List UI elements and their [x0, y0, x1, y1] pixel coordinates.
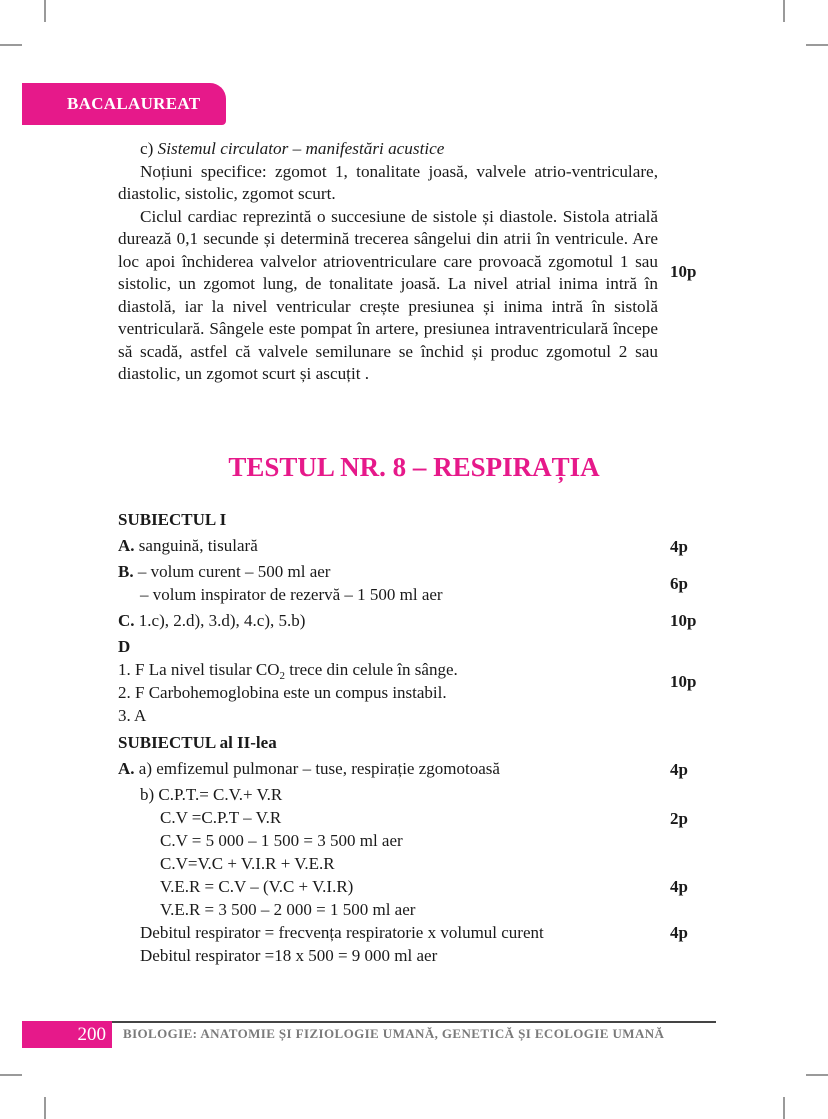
answer-2A-a: A. a) emfizemul pulmonar – tuse, respirație zgomotoasă — [118, 759, 500, 778]
score-2A-b3: 4p — [670, 923, 688, 942]
answer-C: C. 1.c), 2.d), 3.d), 4.c), 5.b) — [118, 611, 306, 630]
page-number: 200 — [22, 1021, 112, 1048]
test-title: TESTUL NR. 8 – RESPIRAȚIA — [228, 452, 600, 482]
score-A: 4p — [670, 537, 688, 556]
answer-D-item3: 3. A — [118, 706, 147, 725]
formula-line: C.V=V.C + V.I.R + V.E.R — [160, 854, 335, 873]
book-title: BIOLOGIE: ANATOMIE ȘI FIZIOLOGIE UMANĂ, GENETICĂ ȘI ECOLOGIE UMANĂ — [123, 1026, 665, 1041]
crop-mark — [44, 0, 46, 22]
subiectul-2-heading: SUBIECTUL al II-lea — [118, 733, 277, 752]
formula-line: Debitul respirator =18 x 500 = 9 000 ml aer — [140, 946, 438, 965]
heading-italic: Sistemul circulator – manifestări acustice — [157, 139, 445, 158]
formula-line: b) C.P.T.= C.V.+ V.R — [140, 785, 283, 804]
score-2A-b2: 4p — [670, 877, 688, 896]
score-2A-b1: 2p — [670, 809, 688, 828]
formula-line: C.V = 5 000 – 1 500 = 3 500 ml aer — [160, 831, 403, 850]
formula-line: C.V =C.P.T – V.R — [160, 808, 282, 827]
formula-line: V.E.R = 3 500 – 2 000 = 1 500 ml aer — [160, 900, 416, 919]
answer-D-label: D — [118, 637, 131, 656]
answer-D-item1: 1. F La nivel tisular $CO_2$ trece din celule în sânge. — [118, 660, 458, 682]
crop-mark — [44, 1097, 46, 1119]
footer-rule — [112, 1021, 716, 1023]
notions-paragraph: Noțiuni specifice: zgomot 1, tonalitate joasă, valvele atrio-ventriculare, diastolic, sistolic, zgomot scurt. — [118, 161, 658, 203]
score-C: 10p — [670, 611, 697, 630]
score-D: 10p — [670, 672, 697, 691]
crop-mark — [783, 1097, 785, 1119]
banner-label: BACALAUREAT — [67, 94, 201, 113]
crop-mark — [783, 0, 785, 22]
score-B: 6p — [670, 574, 688, 593]
header-banner — [22, 83, 226, 125]
crop-mark — [806, 44, 828, 46]
score-section-c: 10p — [670, 262, 697, 281]
crop-mark — [0, 44, 22, 46]
section-c — [118, 138, 658, 386]
cardiac-cycle-paragraph: Ciclul cardiac reprezintă o succesiune de sistole și diastole. Sistola atrială durează 0,1 secunde și determină trecerea sângelui din atrii în ventricule. Are loc apoi închiderea valvelor atrioventriculare care provoacă zgomotul 1 sau sistolic, un zgomot lung, de tonalitate joasă. La nivel atrial inima intră în diastolă, iar la nivel ventricular crește presiunea și inima intră în sistolă ventriculară. Sângele este pompat în artere, presiunea intraventriculară începe să scadă, astfel că valvele semilunare se închid și produc zgomotul 2 sau diastolic, un zgomot scurt și ascuțit . — [118, 206, 658, 383]
formula-line: V.E.R = C.V – (V.C + V.I.R) — [160, 877, 354, 896]
subiectul-1-heading: SUBIECTUL I — [118, 510, 227, 529]
answer-B-line1: B. – volum curent – 500 ml aer — [118, 562, 331, 581]
score-2A-a: 4p — [670, 760, 688, 779]
section-c-heading: c) Sistemul circulator – manifestări acustice — [140, 139, 445, 158]
crop-mark — [806, 1074, 828, 1076]
answer-D-item2: 2. F Carbohemoglobina este un compus instabil. — [118, 683, 447, 702]
formula-line: Debitul respirator = frecvența respiratorie x volumul curent — [140, 923, 544, 942]
answer-B-line2: – volum inspirator de rezervă – 1 500 ml aer — [140, 585, 443, 604]
crop-mark — [0, 1074, 22, 1076]
answer-A: A. sanguină, tisulară — [118, 536, 258, 555]
